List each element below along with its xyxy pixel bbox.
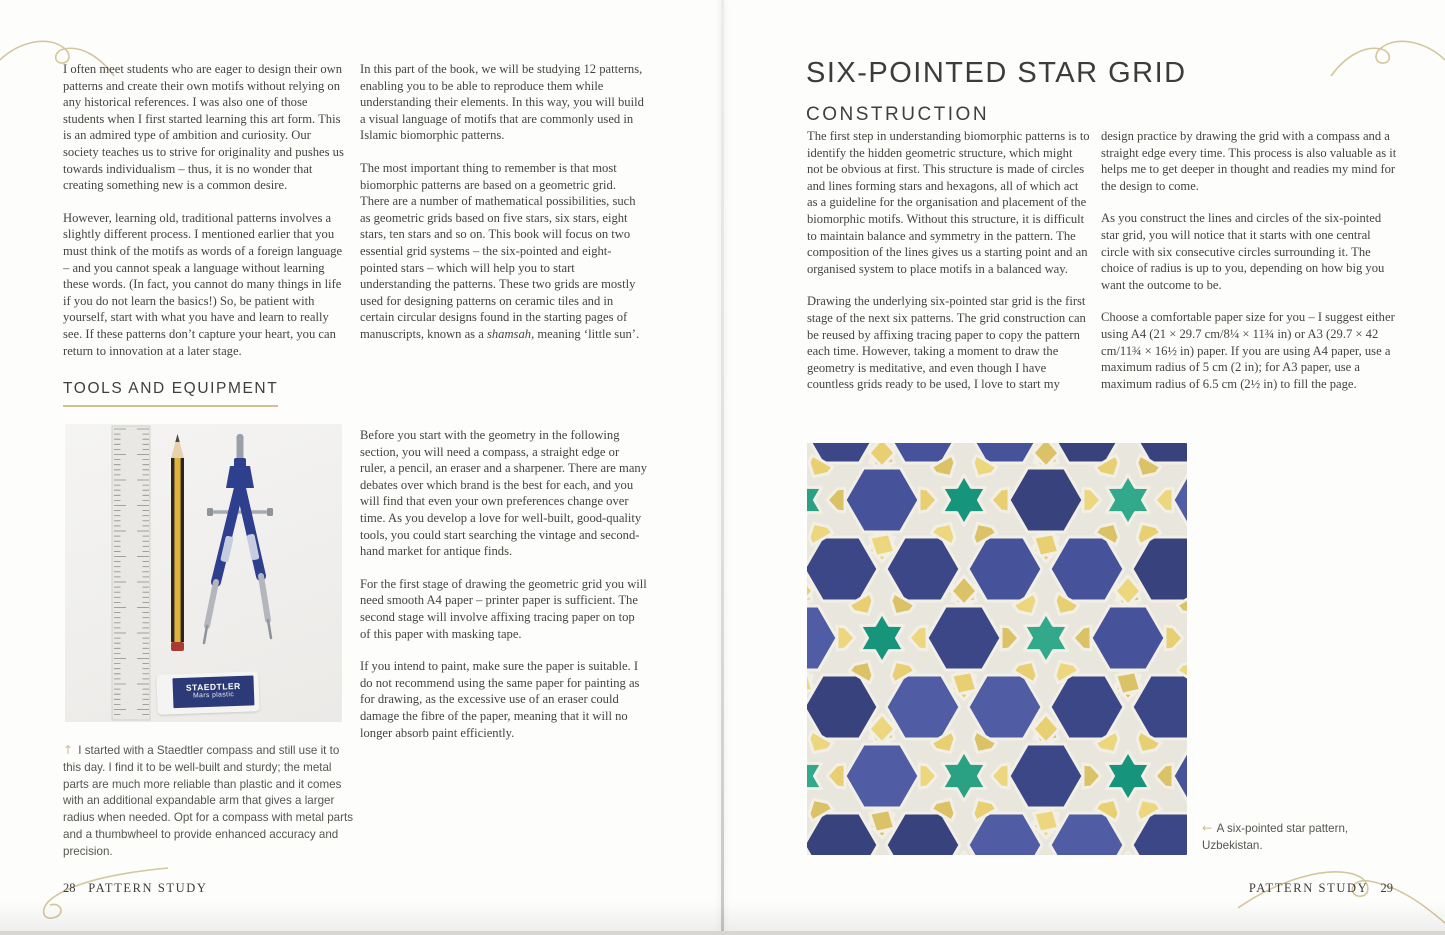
six-pointed-star-tile-pattern [807, 443, 1187, 855]
page-title: SIX-POINTED STAR GRID [806, 57, 1187, 89]
footer-left [63, 881, 208, 896]
page-bottom-shadow [0, 901, 1445, 931]
running-head: PATTERN STUDY [1248, 881, 1368, 895]
left-column-2-lower [360, 427, 648, 741]
paragraph-text: The most important thing to remember is that most biomorphic patterns are based on a geometric grid. There are a number of mathematical possibilities, such as geometric grids based on five stars, six stars, eight stars, ten stars and so on. This book will focus on two essential grid systems – the six-pointed and eight-pointed stars – which will help you to start understanding the patterns. These two grids are mostly used for designing patterns on ceramic tiles and in certain circular designs found in the starting pages of manuscripts, known as a [360, 160, 636, 341]
up-arrow-icon: ↑ [63, 743, 74, 757]
body-paragraph: Drawing the underlying six-pointed star grid is the first stage of the next six patterns. The grid construction can be reused by affixing tracing paper to copy the pattern each time. However, taking a moment to draw the geometry is meditative, and even though I have countless grids ready to be used, I love to start my [807, 294, 1086, 392]
right-column-2 [1101, 128, 1397, 392]
tools-photo [65, 424, 342, 722]
body-paragraph: I often meet students who are eager to design their own patterns and create their own motifs without relying on any historical references. I was also one of those students when I first started learning this art form. This is an admired type of ambition and curiosity. Our society teaches us to strive for originality and pushes us towards individualism – thus, it is no wonder that creating something new is a common desire. [63, 62, 344, 193]
page-bottom-edge [0, 931, 1445, 935]
body-paragraph [360, 160, 648, 343]
caption-text: A six-pointed star pattern, Uzbekistan. [1202, 822, 1349, 852]
body-paragraph: However, learning old, traditional patterns involves a slightly different process. I mentioned earlier that you must think of the motifs as words of a foreign language – and you cannot speak a language without learning these words. (In fact, you cannot do many things in life if you do not learn the basics!) So, be patient with yourself, start with what you have and learn to really see. If these patterns don’t capture your heart, you can return to innovation at a later stage. [63, 210, 343, 358]
body-paragraph: If you intend to paint, make sure the paper is suitable. I do not recommend using the same paper for painting as for drawing, as the excessive use of an eraser could damage the fibre of the paper, meaning that it will no longer absorb paint efficiently. [360, 659, 640, 740]
running-head: PATTERN STUDY [88, 881, 208, 895]
compass [204, 434, 273, 643]
italic-term: shamsah [486, 326, 532, 341]
left-column-2 [360, 61, 648, 343]
body-paragraph: Choose a comfortable paper size for you – I suggest either using A4 (21 × 29.7 cm/8¼ × 11¾ in) or A3 (29.7 × 42 cm/11¾ × 16½ in) paper. If you are using A4 paper, use a maximum radius of 5 cm (2 in); for A3 paper, use a maximum radius of 6.5 cm (2½ in) to fill the page. [1101, 310, 1395, 391]
pattern-photo-caption [1202, 820, 1372, 855]
eraser [156, 671, 259, 715]
section-heading-construction: CONSTRUCTION [806, 104, 990, 125]
eraser-sleeve [172, 675, 254, 708]
page-number: 29 [1380, 881, 1393, 895]
pencil [171, 434, 184, 651]
left-column-1 [63, 61, 349, 359]
body-paragraph: design practice by drawing the grid with a compass and a straight edge every time. This process is also valuable as it helps me to get deeper in thought and readies my mind for the design to come. [1101, 129, 1397, 193]
page-gutter [721, 0, 724, 935]
body-paragraph: The first step in understanding biomorphic patterns is to identify the hidden geometric structure, which might not be obvious at first. This structure is made of circles and lines forming stars and hexagons, all of which act as a guideline for the organisation and placement of the biomorphic motifs. Without this structure, it is difficult to maintain balance and symmetry in the pattern. The composition of the lines gives us a starting point and an organised system to place motifs in a balanced way. [807, 129, 1090, 276]
body-paragraph: For the first stage of drawing the geometric grid you will need smooth A4 paper – printer paper is sufficient. The second stage will involve affixing tracing paper on top of this paper with masking tape. [360, 576, 647, 641]
eraser-brand-label: STAEDTLER [185, 680, 241, 693]
paragraph-text: , meaning ‘little sun’. [531, 326, 640, 341]
section-heading-tools: TOOLS AND EQUIPMENT [63, 380, 278, 407]
right-column-1 [807, 128, 1091, 393]
star-pattern-photo [807, 443, 1187, 855]
left-arrow-icon: ← [1202, 821, 1213, 835]
eraser-model-label: Mars plastic [192, 691, 235, 700]
ruler [112, 426, 150, 720]
tools-photo-caption [63, 742, 355, 861]
page-number: 28 [63, 881, 76, 895]
body-paragraph: As you construct the lines and circles of the six-pointed star grid, you will notice that it starts with one central circle with six consecutive circles surrounding it. The choice of radius is up to you, depending on how big you want the outcome to be. [1101, 211, 1385, 292]
body-paragraph: Before you start with the geometry in the following section, you will need a compass, a straight edge or ruler, a pencil, an eraser and a sharpener. There are many debates over which brand is the best for each, and you will find that even your own preferences change over time. As you develop a love for well-built, good-quality tools, you could start searching the vintage and second-hand market for antique finds. [360, 428, 648, 559]
body-paragraph: In this part of the book, we will be studying 12 patterns, enabling you to be able to reproduce them while understanding their elements. In this way, you will build a visual language of motifs that are commonly used in Islamic biomorphic patterns. [360, 62, 644, 143]
corner-flourish-icon [1329, 22, 1445, 80]
footer-right [1249, 881, 1393, 896]
caption-text: I started with a Staedtler compass and still use it to this day. I find it to be well-built and sturdy; the metal parts are much more reliable than plastic and it comes with an additional expandable arm that gives a larger radius when needed. Opt for a compass with metal parts and a thumbwheel to provide enhanced accuracy and precision. [63, 744, 353, 858]
